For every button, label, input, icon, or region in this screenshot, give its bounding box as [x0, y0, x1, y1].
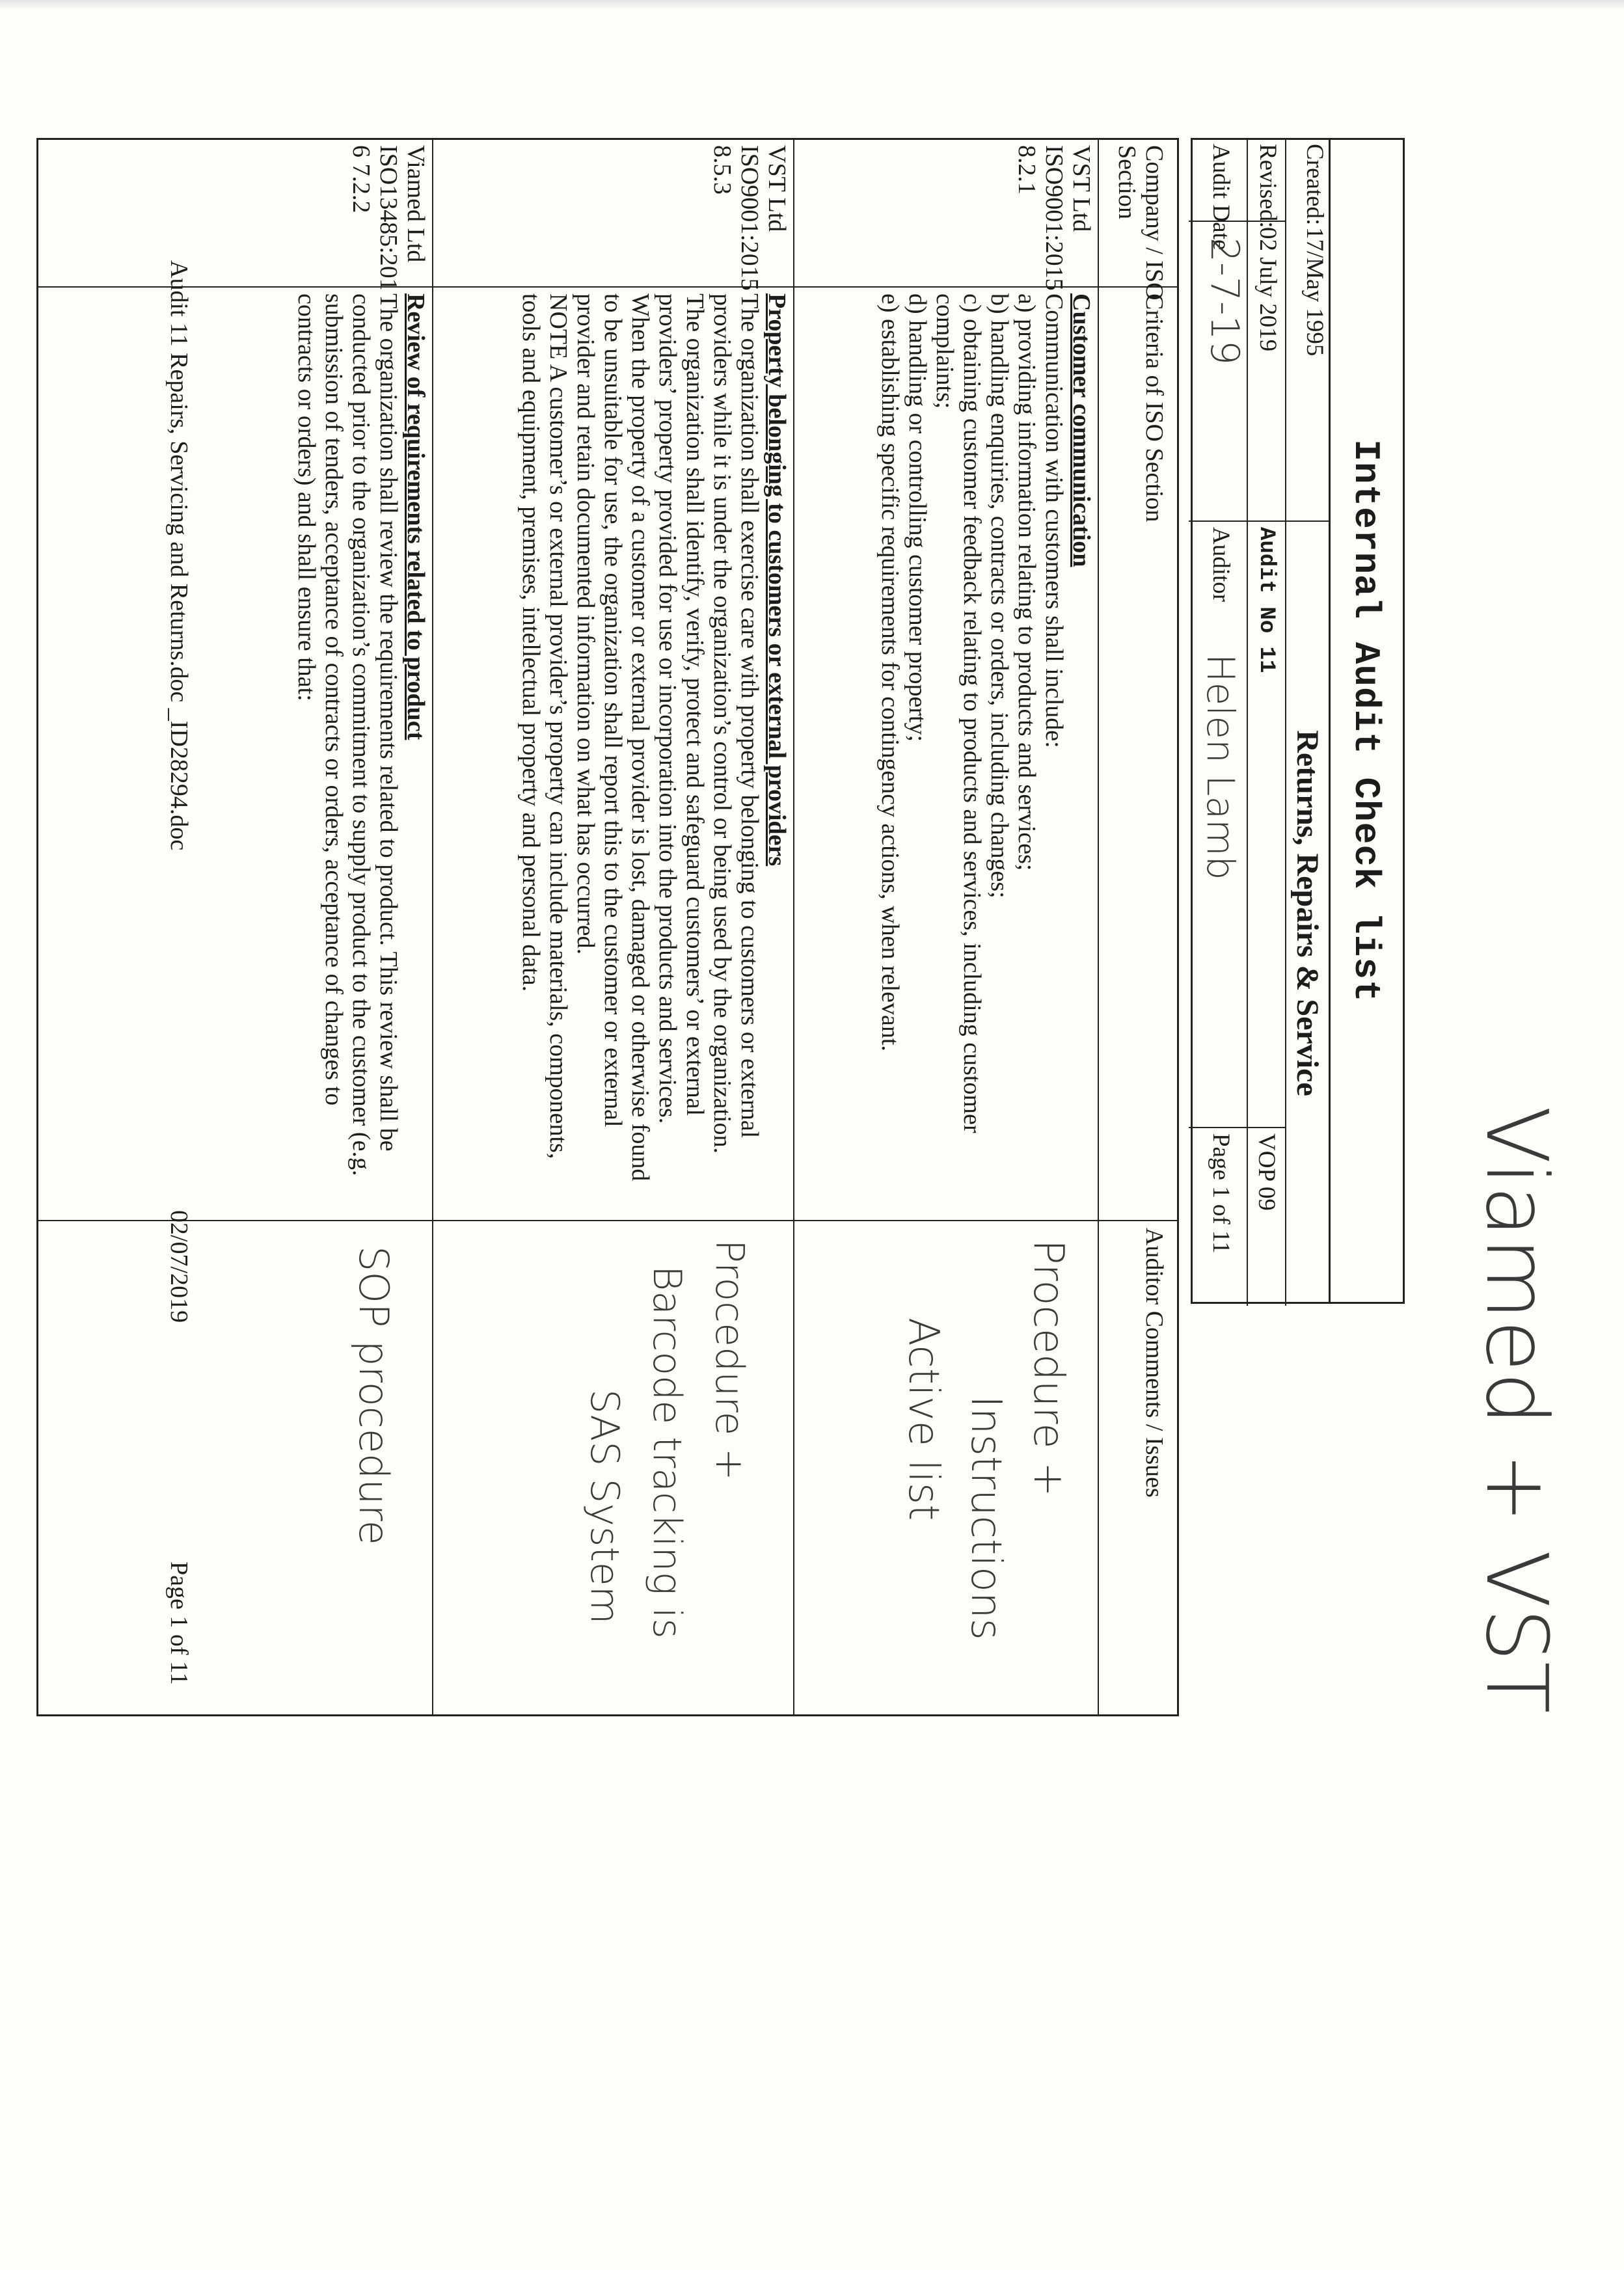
revised-label: Revised:: [1254, 144, 1281, 228]
document-title: Internal Audit Check list: [1329, 140, 1403, 1302]
scope-handwritten-note: Viamed + VST: [1467, 1106, 1566, 1714]
table-row-company: Viamed Ltd ISO13485:201 6 7.2.2: [347, 145, 429, 291]
audit-number: Audit No 11: [1254, 527, 1279, 673]
audit-date-handwritten: 2-7-19: [1202, 237, 1247, 365]
document-subtitle: Returns, Repairs & Service: [1290, 730, 1325, 1096]
table-row-criteria: Property belonging to customers or external providers The organization shall exercise care with property belonging to customers or external providers while it is under the organization’s control or being used by the organization. The organization shall identify, verify, protect and safeguard customers’ or external providers’ property provided for use or incorporation into the products and services. When the property of a customer or external provider is lost, damaged or otherwise found to be unsuitable for use, the organization shall report this to the customer or external provider and retain documented information on what has occurred. NOTE A customer’s or external provider’s property can include materials, components, tools and equipment, premises, intellectual property and personal data.: [517, 293, 791, 1182]
page-footer: [155, 0, 194, 2270]
criteria-column-header: Criteria of ISO Section: [1141, 293, 1168, 522]
section-heading: Property belonging to customers or external providers: [763, 293, 791, 867]
table-row-company: VST Ltd ISO9001:2015 8.5.3: [709, 145, 791, 291]
company-column-header: Company / ISO Section: [1113, 145, 1168, 301]
section-heading: Customer communication: [1068, 293, 1095, 567]
footer-date: 02/07/2019: [165, 1210, 193, 1323]
table-row-company: VST Ltd ISO9001:2015 8.2.1: [1013, 145, 1095, 291]
revised-value: 02 July 2019: [1254, 227, 1281, 352]
page-number: Page 1 of 11: [1208, 1133, 1234, 1254]
table-row-criteria: Review of requirements related to product The organization shall review the requirements related to product. This review shall be conducted prior to the organization’s commitment to supply product to the customer (e.g. submission of tenders, acceptance of contracts or orders, acceptance of changes to contracts or orders) and shall ensure that:: [293, 293, 429, 1176]
section-heading: Review of requirements related to product: [402, 293, 429, 740]
auditor-comment-handwritten: SOP procedure: [350, 1246, 398, 1545]
table-row-criteria: Customer communication Communication with customers shall include: a) providing information relating to products and services; b) handling enquiries, contracts or orders, including changes; c) obtaining customer feedback relating to products and services, including customer complaints; d) handling or controlling customer property; e) establishing specific requirements for contingency actions, when relevant.: [876, 293, 1095, 1133]
audit-date-label: Audit Date: [1208, 144, 1234, 250]
header-block: [1191, 138, 1405, 1304]
auditor-handwritten: Helen Lamb: [1198, 654, 1243, 880]
comments-column-header: Auditor Comments / Issues: [1141, 1228, 1168, 1498]
criteria-table: [36, 138, 1179, 1716]
footer-filename: Audit 11 Repairs, Servicing and Returns.doc _ID28294.doc: [165, 260, 193, 851]
auditor-comment-handwritten: Procedure + Instructions Active list: [899, 1239, 1072, 1640]
auditor-label: Auditor: [1208, 527, 1234, 602]
created-label: Created:: [1301, 144, 1328, 226]
footer-page: Page 1 of 11: [165, 1561, 193, 1685]
auditor-comment-handwritten: Procedure + Barcode tracking is SAS System: [582, 1239, 752, 1639]
document-code: VOP 09: [1253, 1133, 1280, 1211]
created-value: 17/May 1995: [1301, 227, 1328, 357]
